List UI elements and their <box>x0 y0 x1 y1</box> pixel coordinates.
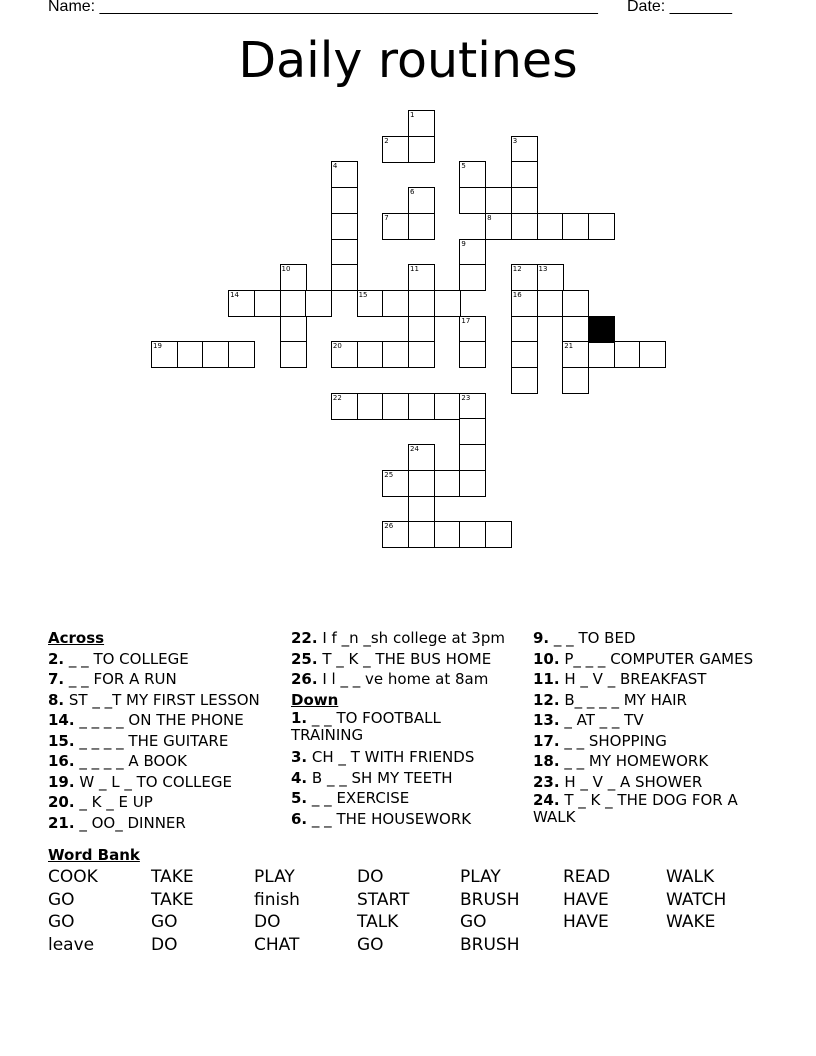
crossword-cell[interactable] <box>357 290 384 317</box>
clue-item <box>48 669 283 690</box>
word-bank-item: leave <box>48 934 95 955</box>
crossword-cell[interactable] <box>459 264 486 291</box>
crossword-cell[interactable] <box>382 521 409 548</box>
crossword-cell[interactable] <box>280 341 307 368</box>
crossword-cell[interactable] <box>434 393 461 420</box>
crossword-cell[interactable] <box>588 341 615 368</box>
crossword-cell[interactable] <box>408 444 435 471</box>
clue-text: _ _ TO FOOTBALL <box>307 709 441 727</box>
word-bank-item: PLAY <box>254 867 295 887</box>
clue-text-continued: WALK <box>533 808 576 826</box>
clue-number: 8. <box>48 690 65 709</box>
crossword-cell[interactable] <box>280 264 307 291</box>
crossword-cell[interactable] <box>511 136 538 163</box>
cell-number: 2 <box>384 136 389 145</box>
date-field[interactable]: Date: _______ <box>627 0 732 15</box>
crossword-cell[interactable] <box>408 136 435 163</box>
clue-text: CH _ T WITH FRIENDS <box>307 748 475 766</box>
crossword-cell[interactable] <box>280 316 307 343</box>
word-bank-item: GO <box>48 889 75 910</box>
clues-column-2 <box>291 628 526 829</box>
page-title: Daily routines <box>238 32 578 89</box>
clue-item <box>533 669 773 690</box>
word-bank-item: BRUSH <box>460 934 520 955</box>
clue-text: B _ _ SH MY TEETH <box>307 768 453 787</box>
clue-heading: Across <box>48 629 105 647</box>
crossword-cell[interactable] <box>562 367 589 394</box>
word-bank-item: HAVE <box>563 889 609 910</box>
crossword-cell[interactable] <box>459 316 486 343</box>
cell-number: 5 <box>461 162 466 171</box>
clue-text: _ _ _ _ THE GUITARE <box>74 731 229 750</box>
clue-text: P_ _ _ COMPUTER GAMES <box>559 649 754 668</box>
clue-text: _ K _ E UP <box>74 793 153 811</box>
crossword-cell[interactable] <box>537 290 564 317</box>
word-bank-item: TALK <box>357 912 399 933</box>
cell-number: 19 <box>153 342 162 351</box>
crossword-cell[interactable] <box>408 521 435 548</box>
clues-column-1 <box>48 628 283 833</box>
crossword-cell[interactable] <box>408 470 435 497</box>
clue-text: _ AT _ _ TV <box>559 711 644 729</box>
crossword-cell[interactable] <box>382 213 409 240</box>
crossword-cell[interactable] <box>511 161 538 188</box>
crossword-cell[interactable] <box>382 393 409 420</box>
word-bank-item: finish <box>254 889 300 910</box>
cell-number: 8 <box>487 213 492 222</box>
clue-text: ST _ _T MY FIRST LESSON <box>64 690 260 709</box>
crossword-cell[interactable] <box>511 290 538 317</box>
cell-number: 23 <box>461 393 471 402</box>
clue-number: 9. <box>533 629 550 647</box>
crossword-cell[interactable] <box>408 393 435 420</box>
clue-text: _ _ TO BED <box>549 629 636 647</box>
crossword-cell[interactable] <box>562 341 589 368</box>
crossword-cell[interactable] <box>459 187 486 214</box>
clue-heading: Down <box>291 690 339 709</box>
word-bank-item: DO <box>151 934 178 955</box>
word-bank-item: GO <box>460 912 487 933</box>
word-bank-item: START <box>357 889 410 910</box>
clue-number: 18. <box>533 752 560 770</box>
clue-number: 10. <box>533 649 560 668</box>
crossword-cell[interactable] <box>280 290 307 317</box>
clue-item <box>533 649 773 670</box>
clue-number: 16. <box>48 752 75 770</box>
word-bank-item: WATCH <box>666 889 727 910</box>
clue-item <box>291 628 526 649</box>
crossword-cell[interactable] <box>305 290 332 317</box>
crossword-cell[interactable] <box>511 264 538 291</box>
crossword-cell[interactable] <box>614 341 641 368</box>
crossword-cell[interactable] <box>382 341 409 368</box>
cell-number: 26 <box>384 522 394 531</box>
clue-item <box>533 772 773 793</box>
cell-number: 4 <box>332 162 338 171</box>
crossword-cell[interactable] <box>459 393 486 420</box>
crossword-cell[interactable] <box>434 290 461 317</box>
crossword-cell[interactable] <box>511 316 538 343</box>
word-bank-item: HAVE <box>563 912 609 933</box>
clues-column-3 <box>533 628 773 829</box>
cell-number: 25 <box>384 470 394 479</box>
cell-number: 7 <box>384 213 389 222</box>
clue-number: 3. <box>291 748 308 766</box>
word-bank-title: Word Bank <box>48 846 140 864</box>
crossword-cell[interactable] <box>408 290 435 317</box>
cell-number: 12 <box>512 265 522 274</box>
clue-item <box>291 768 526 789</box>
crossword-cell[interactable] <box>228 341 255 368</box>
crossword-cell[interactable] <box>382 290 409 317</box>
clue-text: _ OO_ DINNER <box>74 813 186 832</box>
crossword-cell[interactable] <box>331 264 358 291</box>
word-bank-item: COOK <box>48 867 98 887</box>
word-bank-item: WALK <box>666 867 715 887</box>
clue-text: H _ V _ BREAKFAST <box>559 670 707 688</box>
clue-number: 12. <box>533 690 560 709</box>
crossword-cell[interactable] <box>639 341 666 368</box>
clue-number: 5. <box>291 789 308 807</box>
clue-item <box>48 792 283 813</box>
clue-number: 6. <box>291 809 308 828</box>
cell-number: 3 <box>512 136 518 145</box>
crossword-cell[interactable] <box>537 213 564 240</box>
crossword-cell[interactable] <box>408 187 435 214</box>
clue-item <box>533 731 773 752</box>
crossword-cell[interactable] <box>177 341 204 368</box>
crossword-cell[interactable] <box>151 341 178 368</box>
clue-text: T _ K _ THE BUS HOME <box>317 649 492 668</box>
cell-number: 21 <box>564 342 574 351</box>
clue-text: _ _ EXERCISE <box>307 789 410 807</box>
clue-item <box>291 747 526 768</box>
crossword-cell[interactable] <box>331 239 358 266</box>
cell-number: 13 <box>538 265 548 274</box>
crossword-cell[interactable] <box>562 290 589 317</box>
crossword-cell[interactable] <box>485 521 512 548</box>
crossword-cell[interactable] <box>562 213 589 240</box>
crossword-cell[interactable] <box>357 341 384 368</box>
crossword-cell[interactable] <box>382 136 409 163</box>
crossword-cell[interactable] <box>228 290 255 317</box>
word-bank-item: TAKE <box>151 889 194 910</box>
clue-text: T _ K _ THE DOG FOR A <box>559 791 738 809</box>
crossword-cell[interactable] <box>459 444 486 471</box>
crossword-cell[interactable] <box>382 470 409 497</box>
crossword-cell[interactable] <box>408 213 435 240</box>
word-bank-item: PLAY <box>460 867 501 887</box>
clue-number: 25. <box>291 649 318 668</box>
crossword-cell[interactable] <box>485 213 512 240</box>
crossword-cell[interactable] <box>537 264 564 291</box>
clue-item <box>48 731 283 752</box>
clue-text: _ _ SHOPPING <box>559 731 667 750</box>
clue-number: 15. <box>48 731 75 750</box>
cell-number: 20 <box>332 342 342 351</box>
word-bank-item: CHAT <box>254 934 300 955</box>
crossword-cell[interactable] <box>459 239 486 266</box>
crossword-cell[interactable] <box>331 213 358 240</box>
crossword-cell[interactable] <box>331 341 358 368</box>
crossword-black-cell <box>588 316 615 343</box>
clue-item <box>291 649 526 670</box>
clue-text: I l _ _ ve home at 8am <box>317 670 489 688</box>
clue-text: W _ L _ TO COLLEGE <box>74 772 232 791</box>
clue-number: 13. <box>533 711 560 729</box>
clue-item <box>533 690 773 711</box>
clue-number: 23. <box>533 772 560 791</box>
clue-text: _ _ MY HOMEWORK <box>559 752 709 770</box>
clue-text: H _ V _ A SHOWER <box>559 772 703 791</box>
cell-number: 10 <box>281 265 291 274</box>
crossword-cell[interactable] <box>511 213 538 240</box>
crossword-cell[interactable] <box>485 187 512 214</box>
word-bank-item: BRUSH <box>460 889 520 910</box>
clue-item <box>48 649 283 670</box>
cell-number: 1 <box>410 111 415 119</box>
clue-number: 1. <box>291 709 308 727</box>
clue-item <box>291 788 526 809</box>
clue-number: 24. <box>533 791 560 809</box>
word-bank-item: WAKE <box>666 912 716 933</box>
clue-number: 17. <box>533 731 560 750</box>
clue-item <box>533 751 773 772</box>
clue-text-continued: TRAINING <box>291 726 364 744</box>
crossword-cell[interactable] <box>459 418 486 445</box>
word-bank-item: DO <box>357 867 384 887</box>
crossword-cell[interactable] <box>459 161 486 188</box>
clue-number: 21. <box>48 813 75 832</box>
clue-item <box>533 792 773 826</box>
word-bank-item: DO <box>254 912 281 933</box>
clue-item <box>291 809 526 830</box>
clue-number: 4. <box>291 768 308 787</box>
crossword-cell[interactable] <box>511 187 538 214</box>
clue-number: 19. <box>48 772 75 791</box>
crossword-cell[interactable] <box>408 264 435 291</box>
clue-number: 22. <box>291 629 318 647</box>
crossword-cell[interactable] <box>588 213 615 240</box>
crossword-cell[interactable] <box>331 393 358 420</box>
cell-number: 11 <box>410 265 419 274</box>
cell-number: 9 <box>461 239 466 248</box>
clue-item <box>48 690 283 711</box>
clue-item <box>291 710 526 744</box>
crossword-cell[interactable] <box>408 496 435 523</box>
crossword-cell[interactable] <box>357 393 384 420</box>
crossword-cell[interactable] <box>408 341 435 368</box>
clue-text: I f _n _sh college at 3pm <box>317 629 505 647</box>
crossword-cell[interactable] <box>459 341 486 368</box>
crossword-cell[interactable] <box>434 521 461 548</box>
clue-number: 14. <box>48 711 75 729</box>
clue-text: _ _ THE HOUSEWORK <box>307 809 472 828</box>
word-bank-item: GO <box>48 912 75 933</box>
clue-number: 11. <box>533 670 560 688</box>
clue-item <box>48 813 283 834</box>
clue-item <box>533 710 773 731</box>
crossword-cell[interactable] <box>202 341 229 368</box>
clue-text: _ _ TO COLLEGE <box>64 649 189 668</box>
crossword-cell[interactable] <box>331 187 358 214</box>
name-field[interactable]: Name: ________________________________________________________ <box>48 0 598 15</box>
crossword-cell[interactable] <box>254 290 281 317</box>
clue-text: _ _ _ _ ON THE PHONE <box>74 711 244 729</box>
clue-text: B_ _ _ _ MY HAIR <box>559 690 687 709</box>
crossword-cell[interactable] <box>331 161 358 188</box>
clue-item <box>48 710 283 731</box>
crossword-cell[interactable] <box>459 521 486 548</box>
clue-item <box>291 669 526 690</box>
cell-number: 6 <box>410 188 415 197</box>
cell-number: 14 <box>230 290 240 299</box>
cell-number: 15 <box>358 290 368 299</box>
clue-text: _ _ FOR A RUN <box>64 670 177 688</box>
word-bank-item: GO <box>357 934 384 955</box>
crossword-cell[interactable] <box>408 316 435 343</box>
clue-item <box>48 772 283 793</box>
crossword-cell[interactable] <box>511 341 538 368</box>
cell-number: 24 <box>410 445 419 454</box>
cell-number: 22 <box>332 393 342 402</box>
clue-number: 2. <box>48 649 65 668</box>
cell-number: 17 <box>461 316 471 325</box>
crossword-cell[interactable] <box>408 110 435 137</box>
cell-number: 16 <box>512 290 522 299</box>
clue-number: 26. <box>291 670 318 688</box>
clue-item <box>533 628 773 649</box>
clue-item <box>48 751 283 772</box>
crossword-cell[interactable] <box>434 470 461 497</box>
word-bank-item: GO <box>151 912 178 933</box>
word-bank-item: READ <box>563 867 611 887</box>
crossword-cell[interactable] <box>459 470 486 497</box>
clue-number: 7. <box>48 670 65 688</box>
crossword-cell[interactable] <box>511 367 538 394</box>
clue-text: _ _ _ _ A BOOK <box>74 752 187 770</box>
clue-number: 20. <box>48 793 75 811</box>
crossword-cell[interactable] <box>562 316 589 343</box>
word-bank-item: TAKE <box>151 867 194 887</box>
